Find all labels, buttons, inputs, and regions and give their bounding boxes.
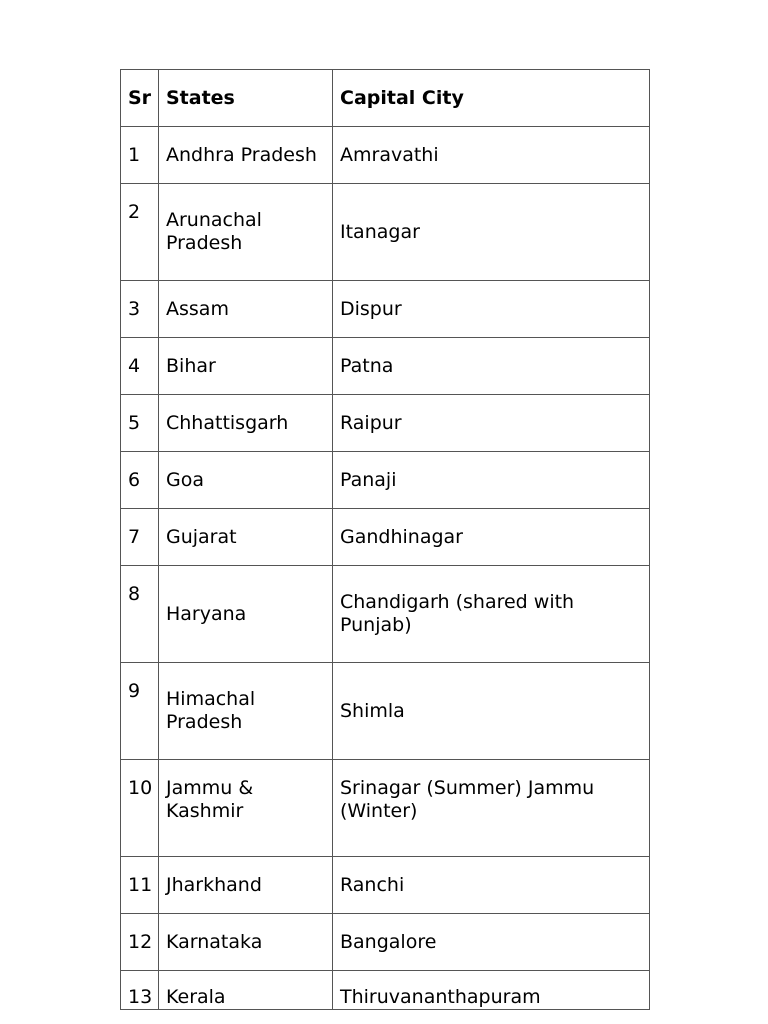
table-row [121, 971, 650, 1010]
table-row [121, 127, 650, 184]
state-cell: Haryana [159, 566, 333, 663]
capital-cell: Bangalore [333, 914, 650, 971]
sr-cell: 6 [121, 452, 159, 509]
states-capitals-table [120, 69, 650, 1010]
capital-cell: Itanagar [333, 184, 650, 281]
sr-cell: 10 [121, 760, 159, 857]
sr-cell: 8 [121, 566, 159, 663]
state-cell: Assam [159, 281, 333, 338]
table-row [121, 338, 650, 395]
table-row [121, 914, 650, 971]
state-cell: Himachal Pradesh [159, 663, 333, 760]
sr-cell: 9 [121, 663, 159, 760]
header-states: States [159, 70, 333, 127]
sr-cell: 12 [121, 914, 159, 971]
capital-cell: Thiruvananthapuram [333, 971, 650, 1010]
capital-cell: Chandigarh (shared with Punjab) [333, 566, 650, 663]
capital-cell: Shimla [333, 663, 650, 760]
capital-cell: Patna [333, 338, 650, 395]
state-cell: Andhra Pradesh [159, 127, 333, 184]
state-cell: Gujarat [159, 509, 333, 566]
table-row [121, 857, 650, 914]
table-row [121, 184, 650, 281]
capital-cell: Gandhinagar [333, 509, 650, 566]
state-cell: Jammu & Kashmir [159, 760, 333, 857]
state-cell: Arunachal Pradesh [159, 184, 333, 281]
sr-cell: 2 [121, 184, 159, 281]
sr-cell: 3 [121, 281, 159, 338]
sr-cell: 1 [121, 127, 159, 184]
table-row [121, 566, 650, 663]
header-sr: Sr [121, 70, 159, 127]
state-cell: Jharkhand [159, 857, 333, 914]
capital-cell: Dispur [333, 281, 650, 338]
sr-cell: 4 [121, 338, 159, 395]
table-row [121, 760, 650, 857]
sr-cell: 5 [121, 395, 159, 452]
state-cell: Karnataka [159, 914, 333, 971]
state-cell: Bihar [159, 338, 333, 395]
capital-cell: Amravathi [333, 127, 650, 184]
capital-cell: Ranchi [333, 857, 650, 914]
sr-cell: 11 [121, 857, 159, 914]
capital-cell: Raipur [333, 395, 650, 452]
header-capital-city: Capital City [333, 70, 650, 127]
table-row [121, 281, 650, 338]
sr-cell: 13 [121, 971, 159, 1010]
table-row [121, 452, 650, 509]
capital-cell: Panaji [333, 452, 650, 509]
capital-cell: Srinagar (Summer) Jammu (Winter) [333, 760, 650, 857]
sr-cell: 7 [121, 509, 159, 566]
state-cell: Chhattisgarh [159, 395, 333, 452]
state-cell: Goa [159, 452, 333, 509]
table-row [121, 395, 650, 452]
table-row [121, 509, 650, 566]
table-header-row [121, 70, 650, 127]
state-cell: Kerala [159, 971, 333, 1010]
table-row [121, 663, 650, 760]
